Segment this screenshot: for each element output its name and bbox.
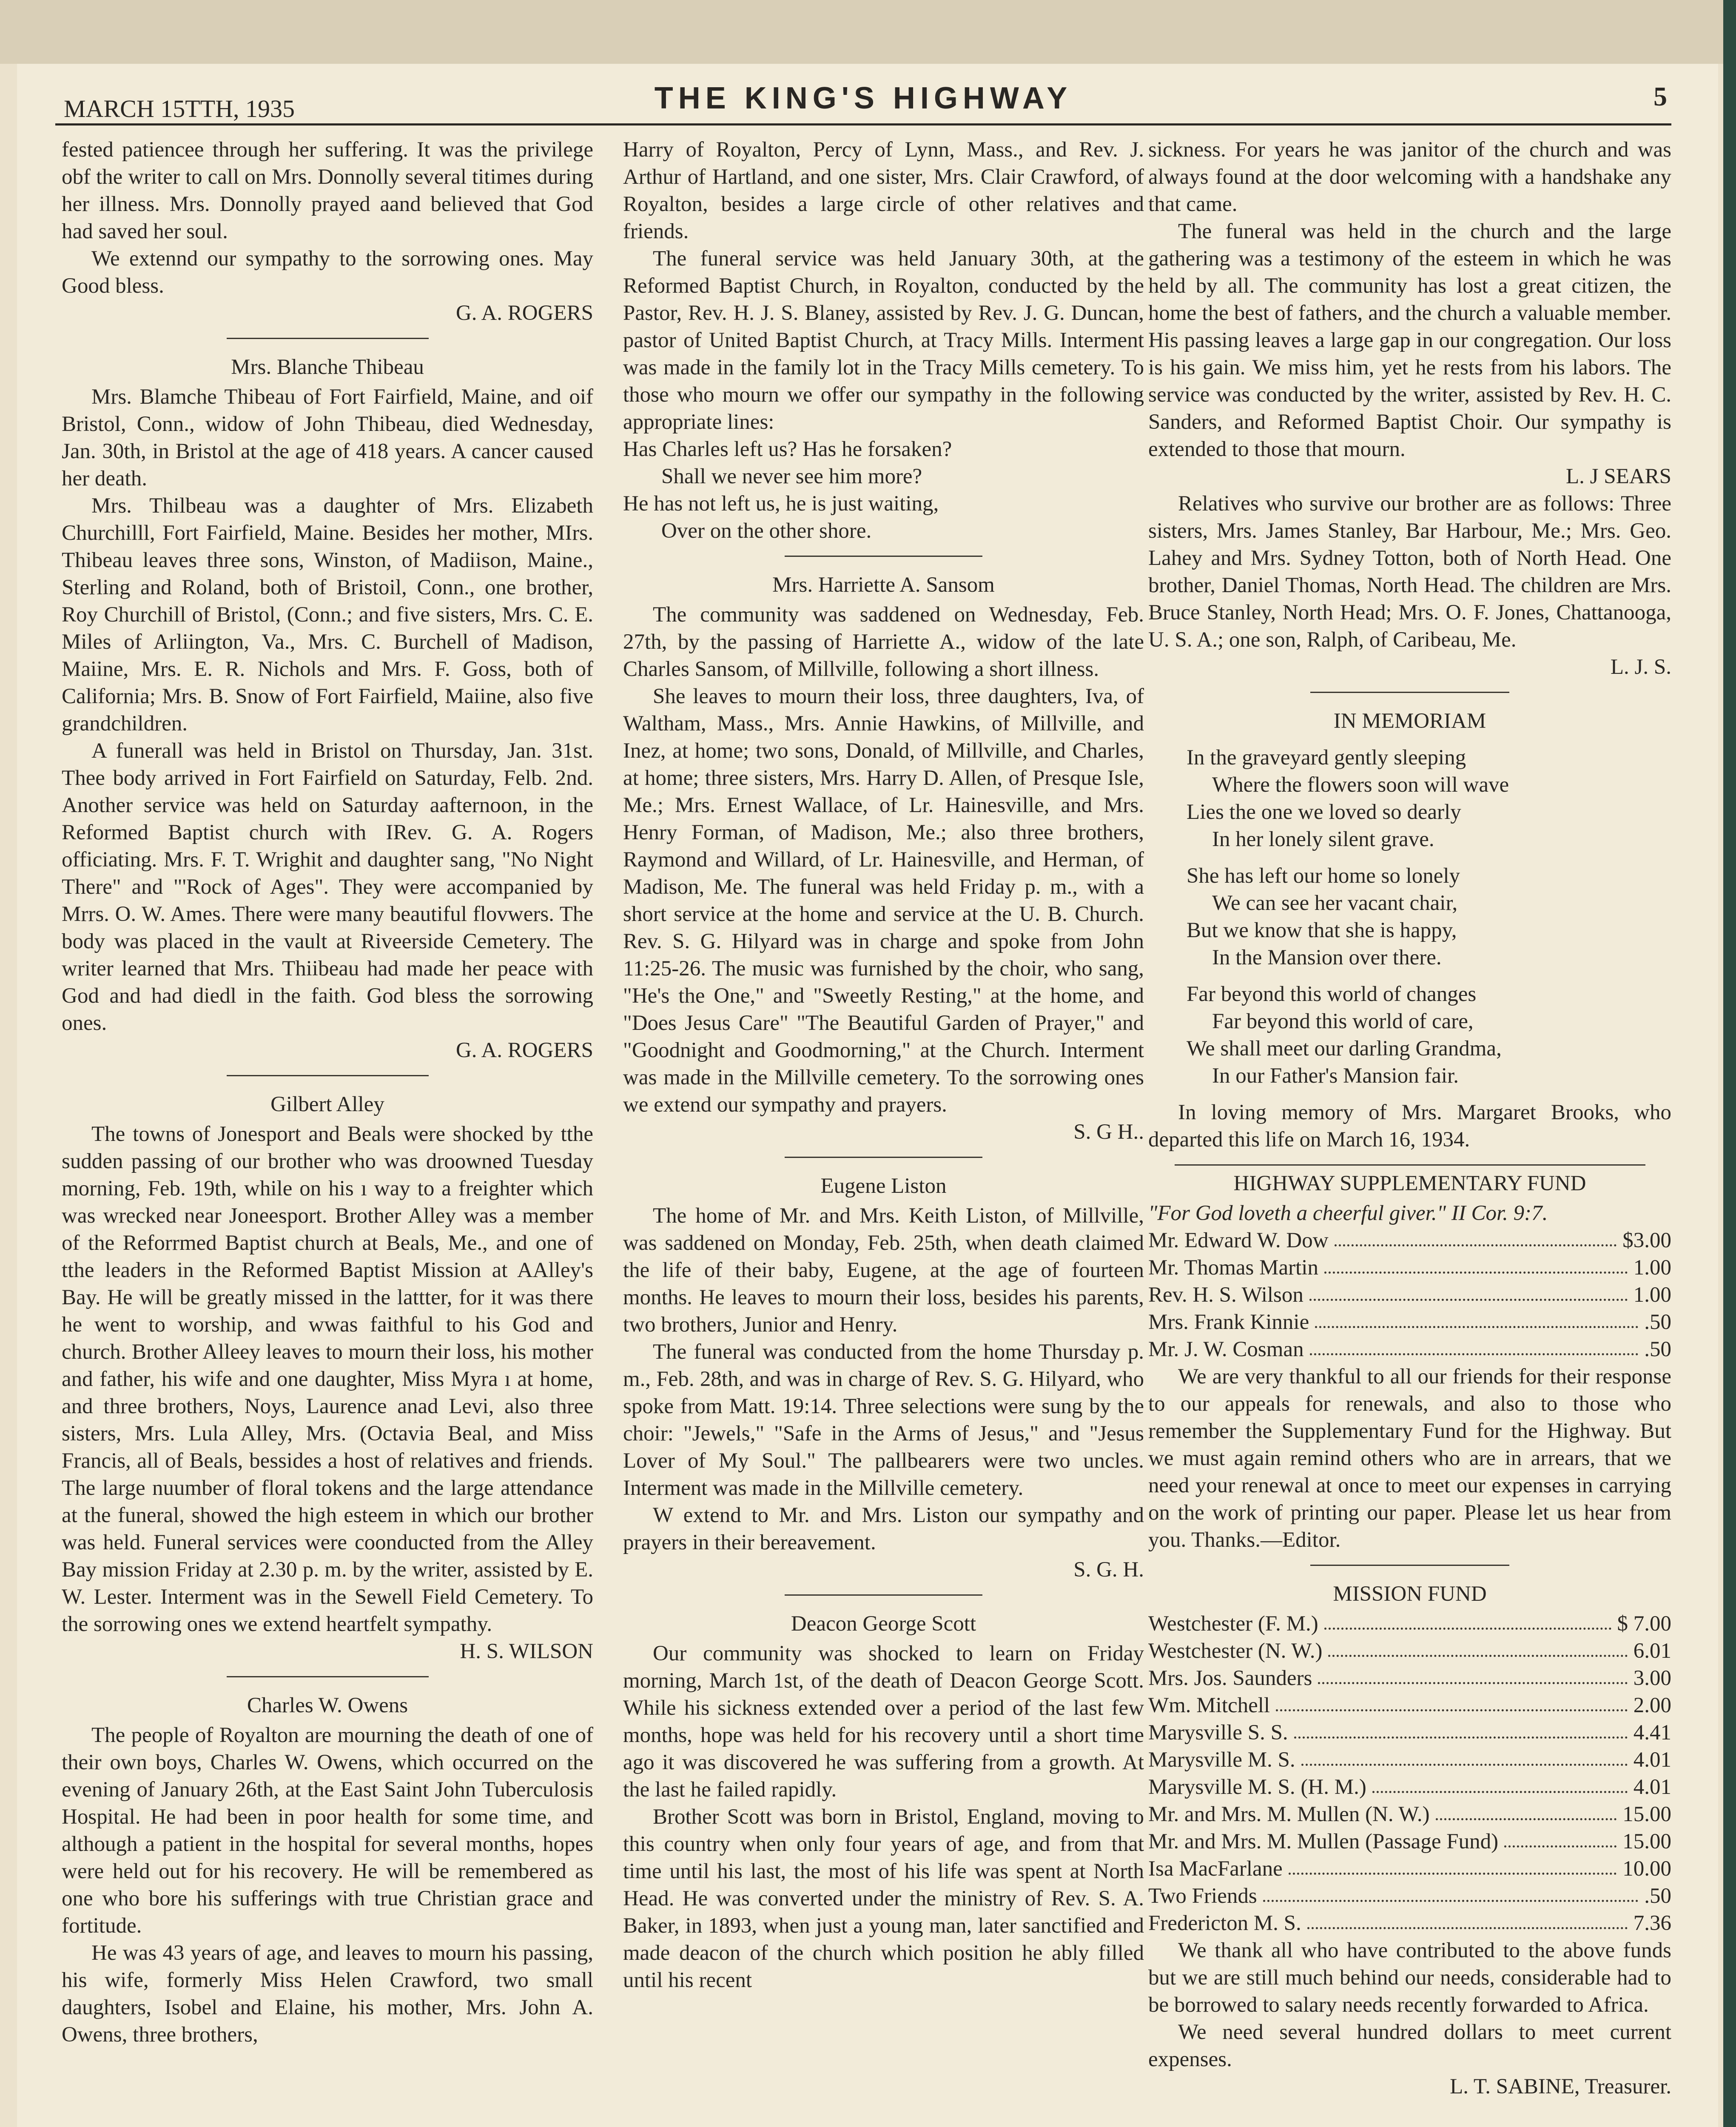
fund-row: [1148, 1665, 1671, 1692]
poem-line: In the graveyard gently sleeping: [1187, 746, 1466, 770]
donor-name: Marysville S. S.: [1148, 1721, 1288, 1745]
fund-row: [1148, 1828, 1671, 1855]
paragraph: Mrs. Blamche Thibeau of Fort Fairfield, Maine, and oif Bristol, Conn., widow of John Thibeau, died Wednesday, Jan. 30th, in Bristol at the age of 418 years. A cancer caused her death.: [62, 385, 593, 490]
leader-dots: [1310, 1336, 1639, 1355]
divider: [785, 1594, 983, 1596]
paragraph: The funeral was held in the church and the large gathering was a testimony of the esteem in which he was held by all. The community has lost a great citizen, the home the best of fathers, and the church a valuable member. His passing leaves a large gap in our congregation. Our loss is his gain. We miss him, yet he rests from his labors. The service was conducted by the writer, assisted by Rev. H. C. Sanders, and Reformed Baptist Choir. Our sympathy is extended to those that mourn.: [1148, 220, 1671, 461]
signature: L. T. SABINE, Treasurer.: [1450, 2075, 1671, 2098]
donation-amount: 15.00: [1622, 1802, 1671, 1826]
mission-fund-list: [1148, 1610, 1671, 1937]
paragraph: We thank all who have contributed to the above funds but we are still much behind our needs, considerable had to be borrowed to salary needs recently forwarded to Africa.: [1148, 1939, 1671, 2017]
paragraph: fested patiencee through her suffering. It was the privilege obf the writer to call on Mrs. Donnolly several titimes during her illness. Mrs. Donnolly prayed aand believed that God had saved her soul.: [62, 138, 593, 243]
leader-dots: [1315, 1309, 1638, 1328]
donation-amount: $3.00: [1622, 1229, 1671, 1252]
paragraph: The funeral was conducted from the home Thursday p. m., Feb. 28th, and was in charge of Rev. S. G. Hilyard, who spoke from Matt. 19:14. Three selections were sung by the choir: "Jewels," "Safe in the Arms of Jesus," and "Jesus Lover of My Soul." The pallbearers were two uncles. Interment was made in the Millville cemetery.: [623, 1340, 1144, 1500]
column-1: [62, 136, 593, 2048]
paragraph: The community was saddened on Wednesday, Feb. 27th, by the passing of Harriette A., widow of the late Charles Sansom, of Millville, following a short illness.: [623, 603, 1144, 681]
column-2: [623, 136, 1144, 1994]
donor-name: Marysville M. S. (H. M.): [1148, 1775, 1366, 1799]
signature: G. A. ROGERS: [455, 301, 593, 325]
leader-dots: [1324, 1610, 1611, 1630]
column-3: [1148, 136, 1671, 2100]
paragraph: We extennd our sympathy to the sorrowing ones. May Good bless.: [62, 247, 593, 298]
poem-line: She has left our home so lonely: [1187, 864, 1460, 888]
donation-amount: .50: [1644, 1884, 1671, 1908]
memoriam-heading: IN MEMORIAM: [1333, 709, 1486, 733]
poem-stanza: [1148, 981, 1671, 1089]
leader-dots: [1301, 1746, 1628, 1766]
donation-amount: 7.36: [1633, 1911, 1671, 1935]
fund-row: [1148, 1336, 1671, 1363]
obituary-heading: Gilbert Alley: [270, 1092, 384, 1116]
donation-amount: 1.00: [1633, 1283, 1671, 1307]
fund-row: [1148, 1309, 1671, 1336]
leader-dots: [1324, 1254, 1628, 1274]
fund-row: [1148, 1227, 1671, 1254]
leader-dots: [1504, 1828, 1616, 1848]
paragraph: We are very thankful to all our friends for their response to our appeals for renewals, and also to those who remember the Supplementary Fund for the Highway. But we must again remind others who are in arrears, that we need your renewal at once to meet our expenses in carrying on the work of printing our paper. Please let us hear from you. Thanks.—Editor.: [1148, 1365, 1671, 1552]
fund-row: [1148, 1281, 1671, 1309]
paragraph: We need several hundred dollars to meet current expenses.: [1148, 2020, 1671, 2071]
poem-line: But we know that she is happy,: [1187, 918, 1457, 942]
donor-name: Isa MacFarlane: [1148, 1857, 1283, 1881]
paragraph: Harry of Royalton, Percy of Lynn, Mass., and Rev. J. Arthur of Hartland, and one sister, Mrs. Clair Crawford, of Royalton, besides a large circle of other relatives and friends.: [623, 138, 1144, 243]
donor-name: Fredericton M. S.: [1148, 1911, 1301, 1935]
header-rule: [55, 123, 1671, 125]
divider: [1310, 1565, 1509, 1566]
donor-name: Westchester (F. M.): [1148, 1612, 1318, 1636]
poem-line: Lies the one we loved so dearly: [1187, 800, 1461, 824]
signature: S. G H..: [1073, 1120, 1144, 1144]
donor-name: Mrs. Frank Kinnie: [1148, 1310, 1309, 1334]
donation-amount: 10.00: [1622, 1857, 1671, 1881]
obituary-heading: Deacon George Scott: [791, 1612, 976, 1636]
fund-row: [1148, 1773, 1671, 1801]
leader-dots: [1263, 1882, 1639, 1902]
donation-amount: 6.01: [1633, 1639, 1671, 1663]
paragraph: Mrs. Thilbeau was a daughter of Mrs. Elizabeth Churchilll, Fort Fairfield, Maine. Besides her mother, MIrs. Thibeau leaves three sons, Winston, of Madiison, Maine., Sterling and Roland, both of Bristoil, Conn., one brother, Roy Churchill of Bristol, (Conn.; and five sisters, Mrs. C. E. Miles of Arliington, Va., Mrs. C. Burchell of Madison, Maiine, Mrs. E. R. Nichols and Mrs. F. Goss, both of California; Mrs. B. Snow of Fort Fairfield, Maiine, also five grandchildren.: [62, 494, 593, 736]
donation-amount: .50: [1644, 1337, 1671, 1361]
page-header: [55, 81, 1671, 128]
poem-line: Far beyond this world of care,: [1212, 1009, 1474, 1033]
donation-amount: 3.00: [1633, 1666, 1671, 1690]
paragraph: sickness. For years he was janitor of the church and was always found at the door welcoming with a handshake any that came.: [1148, 138, 1671, 216]
fund-row: [1148, 1801, 1671, 1828]
poem-line: In the Mansion over there.: [1212, 946, 1442, 969]
donation-amount: 4.01: [1633, 1775, 1671, 1799]
fund-row: [1148, 1855, 1671, 1882]
poem-stanza: [1148, 744, 1671, 853]
poem-line: We can see her vacant chair,: [1212, 891, 1458, 915]
fund-heading: MISSION FUND: [1333, 1582, 1487, 1606]
donor-name: Mr. J. W. Cosman: [1148, 1337, 1304, 1361]
supplementary-fund-list: [1148, 1227, 1671, 1363]
paragraph: The people of Royalton are mourning the death of one of their own boys, Charles W. Owens, which occurred on the evening of January 26th, at the East Saint John Tuberculosis Hospital. He had been in poor health for some time, and although a patient in the hospital for several months, hopes were held out for his recovery. He will be remembered as one who bore his sufferings with true Christian grace and fortitude.: [62, 1723, 593, 1938]
paragraph: The towns of Jonesport and Beals were shocked by tthe sudden passing of our brother who was droowned Tuesday morning, Feb. 19th, while on his ı way to a freighter which was wrecked near Joneesport. Brother Alley was a member of the Reforrmed Baptist church at Beals, Me., and one of tthe leaders in the Reformed Baptist Mission at AAlley's Bay. He will be greatly missed in the lattter, for it was there he went to worship, and wwas faithful to his God and church. Brother Alleey leaves to mourn their loss, his mother and father, his wife and one daughter, Miss Myra ı at home, and three brothers, Noys, Laurence anad Levi, also three sisters, Mrs. Lula Alley, Mrs. (Octavia Beal, and Miss Francis, all of Beals, bessides a host of relatives and friends. The large nuumber of floral tokens and the large attendance at the funeral, showed the high esteem in which our brother was held. Funeral services were coonducted from the Alley Bay mission Friday at 2.30 p. m. by the writer, assisted by E. W. Lester. Interment was in the Sewell Field Cemetery. To the sorrowing ones we extend heartfelt sympathy.: [62, 1122, 593, 1636]
donor-name: Mr. Thomas Martin: [1148, 1256, 1318, 1280]
divider: [227, 1075, 429, 1076]
top-band: [0, 0, 1736, 64]
fund-row: [1148, 1719, 1671, 1746]
fund-row: [1148, 1746, 1671, 1773]
paragraph: A funerall was held in Bristol on Thursday, Jan. 31st. Thee body arrived in Fort Fairfield on Saturday, Felb. 2nd. Another service was held on Saturday aafternoon, in the Reformed Baptist church with IRev. G. A. Rogers officiating. Mrs. F. T. Wrighit and daughter sang, "No Night There" and "'Rock of Ages". They were accompanied by Mrrs. O. W. Ames. There were many beautiful flovwers. The body was placed in the vault at Riveerside Cemetery. The writer learned that Mrs. Thiibeau had made her peace with God and had diedl in the faith. God bless the sorrowing ones.: [62, 739, 593, 1035]
masthead-title: THE KING'S HIGHWAY: [654, 81, 1073, 115]
binding-edge: [1723, 0, 1736, 2127]
memoriam-poem: [1148, 744, 1671, 1089]
poem-line: Has Charles left us? Has he forsaken?: [623, 437, 952, 461]
obituary-heading: Eugene Liston: [820, 1174, 947, 1198]
paragraph: The home of Mr. and Mrs. Keith Liston, of Millville, was saddened on Monday, Feb. 25th, when death claimed the life of their baby, Eugene, at the age of fourteen months. He leaves to mourn their loss, besides his parents, two brothers, Junior and Henry.: [623, 1204, 1144, 1337]
poem: [623, 436, 1144, 545]
leader-dots: [1372, 1773, 1628, 1793]
donation-amount: $ 7.00: [1617, 1612, 1671, 1636]
donor-name: Mr. and Mrs. M. Mullen (N. W.): [1148, 1802, 1430, 1826]
poem-stanza: [1148, 862, 1671, 971]
poem-line: In our Father's Mansion fair.: [1212, 1064, 1459, 1088]
leader-dots: [1335, 1227, 1617, 1246]
signature: H. S. WILSON: [460, 1639, 593, 1663]
leader-dots: [1294, 1719, 1628, 1739]
donor-name: Two Friends: [1148, 1884, 1257, 1908]
leader-dots: [1289, 1855, 1616, 1875]
leader-dots: [1307, 1910, 1628, 1929]
leader-dots: [1436, 1801, 1617, 1820]
donation-amount: 15.00: [1622, 1830, 1671, 1853]
paragraph: W extend to Mr. and Mrs. Liston our sympathy and prayers in their bereavement.: [623, 1503, 1144, 1554]
donor-name: Mr. and Mrs. M. Mullen (Passage Fund): [1148, 1830, 1499, 1853]
signature: L. J SEARS: [1566, 465, 1671, 488]
fund-row: [1148, 1254, 1671, 1281]
divider: [227, 338, 429, 339]
page-number: 5: [1653, 81, 1667, 111]
obituary-heading: Mrs. Blanche Thibeau: [231, 355, 424, 379]
paragraph: She leaves to mourn their loss, three daughters, Iva, of Waltham, Mass., Mrs. Annie Hawkins, of Millville, and Inez, at home; two sons, Donald, of Millville, and Charles, at home; three sisters, Mrs. Harry D. Allen, of Presque Isle, Me.; Mrs. Ernest Wallace, of Lr. Hainesville, and Mrs. Henry Forman, of Madison, Me.; also three brothers, Raymond and Willard, of Lr. Hainesville, and Herman, of Madison, Me. The funeral was held Friday p. m., with a short service at the home and service at the U. B. Church. Rev. S. G. Hilyard was in charge and spoke from John 11:25-26. The music was furnished by the choir, who sang, "He's the One," and "Sweetly Resting," at the home, and "Does Jesus Care" "The Beautiful Garden of Prayer," and "Goodnight and Goodmorning," at the Church. Interment was made in the Millville cemetery. To the sorrowing ones we extend our sympathy and prayers.: [623, 684, 1144, 1117]
paragraph: Our community was shocked to learn on Friday morning, March 1st, of the death of Deacon George Scott. While his sickness extended over a period of the last few months, hope was held for his recovery until a short time ago it was discovered he was suffering from a growth. At the last he failed rapidly.: [623, 1642, 1144, 1802]
leader-dots: [1309, 1281, 1628, 1301]
signature: G. A. ROGERS: [455, 1038, 593, 1062]
poem-line: In her lonely silent grave.: [1212, 827, 1434, 851]
donor-name: Marysville M. S.: [1148, 1748, 1295, 1772]
poem-line: Far beyond this world of changes: [1187, 982, 1477, 1006]
signature: S. G. H.: [1073, 1558, 1144, 1582]
donation-amount: 2.00: [1633, 1694, 1671, 1717]
poem-line: Where the flowers soon will wave: [1212, 773, 1509, 797]
poem-line: He has not left us, he is just waiting,: [623, 492, 939, 516]
poem-line: Shall we never see him more?: [661, 465, 922, 488]
divider: [1175, 1164, 1645, 1166]
divider: [227, 1676, 429, 1677]
leader-dots: [1276, 1692, 1628, 1711]
fund-row: [1148, 1637, 1671, 1665]
paragraph: Brother Scott was born in Bristol, England, moving to this country when only four years of age, and from that time until his last, the most of his life was spent at North Head. He was converted under the ministry of Rev. S. A. Baker, in 1893, when just a young man, later sanctified and made deacon of the church which position he ably filled until his recent: [623, 1805, 1144, 1992]
leader-dots: [1328, 1637, 1627, 1657]
leader-dots: [1318, 1665, 1627, 1684]
obituary-heading: Mrs. Harriette A. Sansom: [772, 573, 995, 597]
poem-line: We shall meet our darling Grandma,: [1187, 1037, 1502, 1061]
donor-name: Rev. H. S. Wilson: [1148, 1283, 1303, 1307]
poem-line: Over on the other shore.: [661, 519, 872, 543]
fund-row: [1148, 1610, 1671, 1637]
paragraph: He was 43 years of age, and leaves to mourn his passing, his wife, formerly Miss Helen Crawford, two small daughters, Isobel and Elaine, his mother, Mrs. John A. Owens, three brothers,: [62, 1941, 593, 2047]
donor-name: Mr. Edward W. Dow: [1148, 1229, 1329, 1252]
donation-amount: 4.01: [1633, 1748, 1671, 1772]
donation-amount: .50: [1644, 1310, 1671, 1334]
divider: [785, 556, 983, 557]
paragraph: In loving memory of Mrs. Margaret Brooks, who departed this life on March 16, 1934.: [1148, 1101, 1671, 1152]
divider: [785, 1157, 983, 1158]
fund-heading: HIGHWAY SUPPLEMENTARY FUND: [1233, 1172, 1586, 1195]
donor-name: Westchester (N. W.): [1148, 1639, 1323, 1663]
donation-amount: 4.41: [1633, 1721, 1671, 1745]
donor-name: Mrs. Jos. Saunders: [1148, 1666, 1312, 1690]
donation-amount: 1.00: [1633, 1256, 1671, 1280]
fund-row: [1148, 1910, 1671, 1937]
signature: L. J. S.: [1610, 655, 1671, 679]
fund-row: [1148, 1882, 1671, 1910]
fund-row: [1148, 1692, 1671, 1719]
scripture-quote: "For God loveth a cheerful giver." II Cor. 9:7.: [1148, 1201, 1548, 1225]
obituary-heading: Charles W. Owens: [247, 1694, 408, 1717]
divider: [1310, 692, 1509, 693]
issue-date: MARCH 15TTH, 1935: [64, 95, 295, 123]
donor-name: Wm. Mitchell: [1148, 1694, 1270, 1717]
paragraph: Relatives who survive our brother are as follows: Three sisters, Mrs. James Stanley, Bar Harbour, Me.; Mrs. Geo. Lahey and Mrs. Sydney Totton, both of North Head. One brother, Daniel Thomas, North Head. The children are Mrs. Bruce Stanley, North Head; Mrs. O. F. Jones, Chattanooga, U. S. A.; one son, Ralph, of Caribeau, Me.: [1148, 492, 1671, 652]
paragraph: The funeral service was held January 30th, at the Reformed Baptist Church, in Royalton, conducted by the Pastor, Rev. H. J. S. Blaney, assisted by Rev. J. G. Duncan, pastor of United Baptist Church, at Tracy Mills. Interment was made in the family lot in the Tracy Mills cemetery. To those who mourn we offer our sympathy in the following appropriate lines:: [623, 247, 1144, 434]
